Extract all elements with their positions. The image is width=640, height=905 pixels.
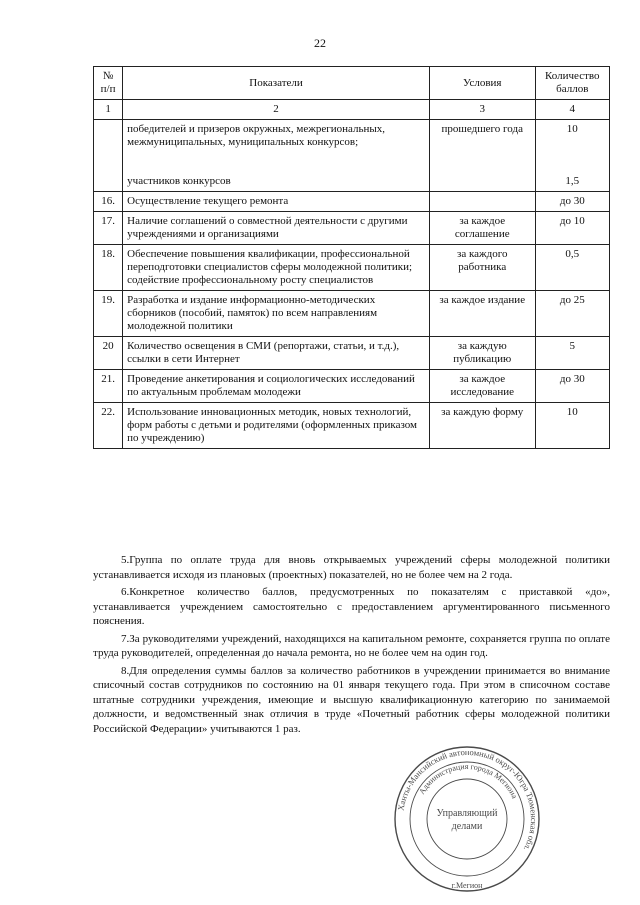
note-paragraph: 8.Для определения суммы баллов за количество работников в учреждении принимается во внимание списочный состав сотрудников по состоянию на 01 января текущего года. При этом в списочном составе штатные сотрудники учреждения, имеющие и высшую квалификационную категорию по занимаемой должности, и ведомственный знак отличия в труде «Почетный работник сферы молодежной политики Российской Федерации» учитываются 1 раз. <box>93 664 610 735</box>
row-indicator: Использование инновационных методик, новых технологий, форм работы с детьми и родителями (оформленных приказом по учреждению) <box>123 403 430 449</box>
row-points: до 25 <box>535 291 609 337</box>
note-paragraph: 5.Группа по оплате труда для вновь открываемых учреждений сферы молодежной политики устанавливается исходя из плановых (проектных) показателей, но не более чем на 2 года. <box>93 554 610 581</box>
row-points: до 10 <box>535 212 609 245</box>
seal-outer-text: Ханты-Мансийский автономный округ-Югра Тюменская обл. <box>395 746 540 853</box>
seal-center-line2: делами <box>451 821 483 832</box>
row-number: 18. <box>94 245 123 291</box>
row-condition: за каждую форму <box>429 403 535 449</box>
row-number: 16. <box>94 192 123 212</box>
row-condition: за каждое соглашение <box>429 212 535 245</box>
row-points: до 30 <box>535 192 609 212</box>
column-index-row <box>94 100 610 120</box>
seal-inner-text: Администрация города Мегиона <box>417 761 520 800</box>
indicator-winners: победителей и призеров окружных, межрегиональных, межмуниципальных, муниципальных конкурсов; <box>127 123 386 148</box>
table-row <box>94 337 610 370</box>
row-number <box>94 120 123 192</box>
index-cell: 2 <box>123 100 430 120</box>
points-participants: 1,5 <box>565 175 580 187</box>
row-number: 21. <box>94 370 123 403</box>
table-row <box>94 212 610 245</box>
indicator-participants: участников конкурсов <box>127 175 231 187</box>
index-cell: 4 <box>535 100 609 120</box>
row-condition: прошедшего года <box>429 120 535 192</box>
row-points: 0,5 <box>535 245 609 291</box>
official-seal <box>392 744 542 894</box>
row-indicator: Количество освещения в СМИ (репортажи, статьи, и т.д.), ссылки в сети Интернет <box>123 337 430 370</box>
row-indicator: Осуществление текущего ремонта <box>123 192 430 212</box>
indicators-table <box>93 66 610 449</box>
table-row <box>94 403 610 449</box>
table-row <box>94 192 610 212</box>
table-header-row <box>94 67 610 100</box>
row-points <box>535 120 609 192</box>
seal-center-line1: Управляющий <box>436 808 498 819</box>
note-paragraph: 6.Конкретное количество баллов, предусмотренных по показателям с приставкой «до», устанавливается учреждением самостоятельно с предоставлением аргументированного письменного пояснения. <box>93 586 610 627</box>
row-condition: за каждую публикацию <box>429 337 535 370</box>
header-indicator: Показатели <box>123 67 430 100</box>
header-number: № п/п <box>94 67 123 100</box>
table-row <box>94 370 610 403</box>
row-indicator <box>123 120 430 192</box>
row-condition: за каждое исследование <box>429 370 535 403</box>
table-row <box>94 245 610 291</box>
row-condition <box>429 192 535 212</box>
table-row <box>94 291 610 337</box>
notes-section <box>93 553 610 739</box>
row-indicator: Обеспечение повышения квалификации, профессиональной переподготовки специалистов сферы молодежной политики; содействие профессиональному росту специалистов <box>123 245 430 291</box>
header-points: Количество баллов <box>535 67 609 100</box>
row-condition: за каждого работника <box>429 245 535 291</box>
seal-bottom-text: г.Мегион <box>451 881 483 890</box>
index-cell: 3 <box>429 100 535 120</box>
page-number: 22 <box>314 36 326 50</box>
row-number: 22. <box>94 403 123 449</box>
row-points: до 30 <box>535 370 609 403</box>
table-row <box>94 120 610 192</box>
row-number: 20 <box>94 337 123 370</box>
row-indicator: Разработка и издание информационно-методических сборников (пособий, памяток) по всем направлениям молодежной политики <box>123 291 430 337</box>
row-indicator: Наличие соглашений о совместной деятельности с другими учреждениями и организациями <box>123 212 430 245</box>
note-paragraph: 7.За руководителями учреждений, находящихся на капитальном ремонте, сохраняется группа по оплате труда руководителей, определенная до начала ремонта, но не более чем на один год. <box>93 632 610 659</box>
row-points: 5 <box>535 337 609 370</box>
points-winners: 10 <box>566 123 578 135</box>
row-number: 17. <box>94 212 123 245</box>
row-indicator: Проведение анкетирования и социологических исследований по актуальным проблемам молодежи <box>123 370 430 403</box>
index-cell: 1 <box>94 100 123 120</box>
row-number: 19. <box>94 291 123 337</box>
header-condition: Условия <box>429 67 535 100</box>
row-condition: за каждое издание <box>429 291 535 337</box>
row-points: 10 <box>535 403 609 449</box>
table-rows <box>94 192 610 449</box>
